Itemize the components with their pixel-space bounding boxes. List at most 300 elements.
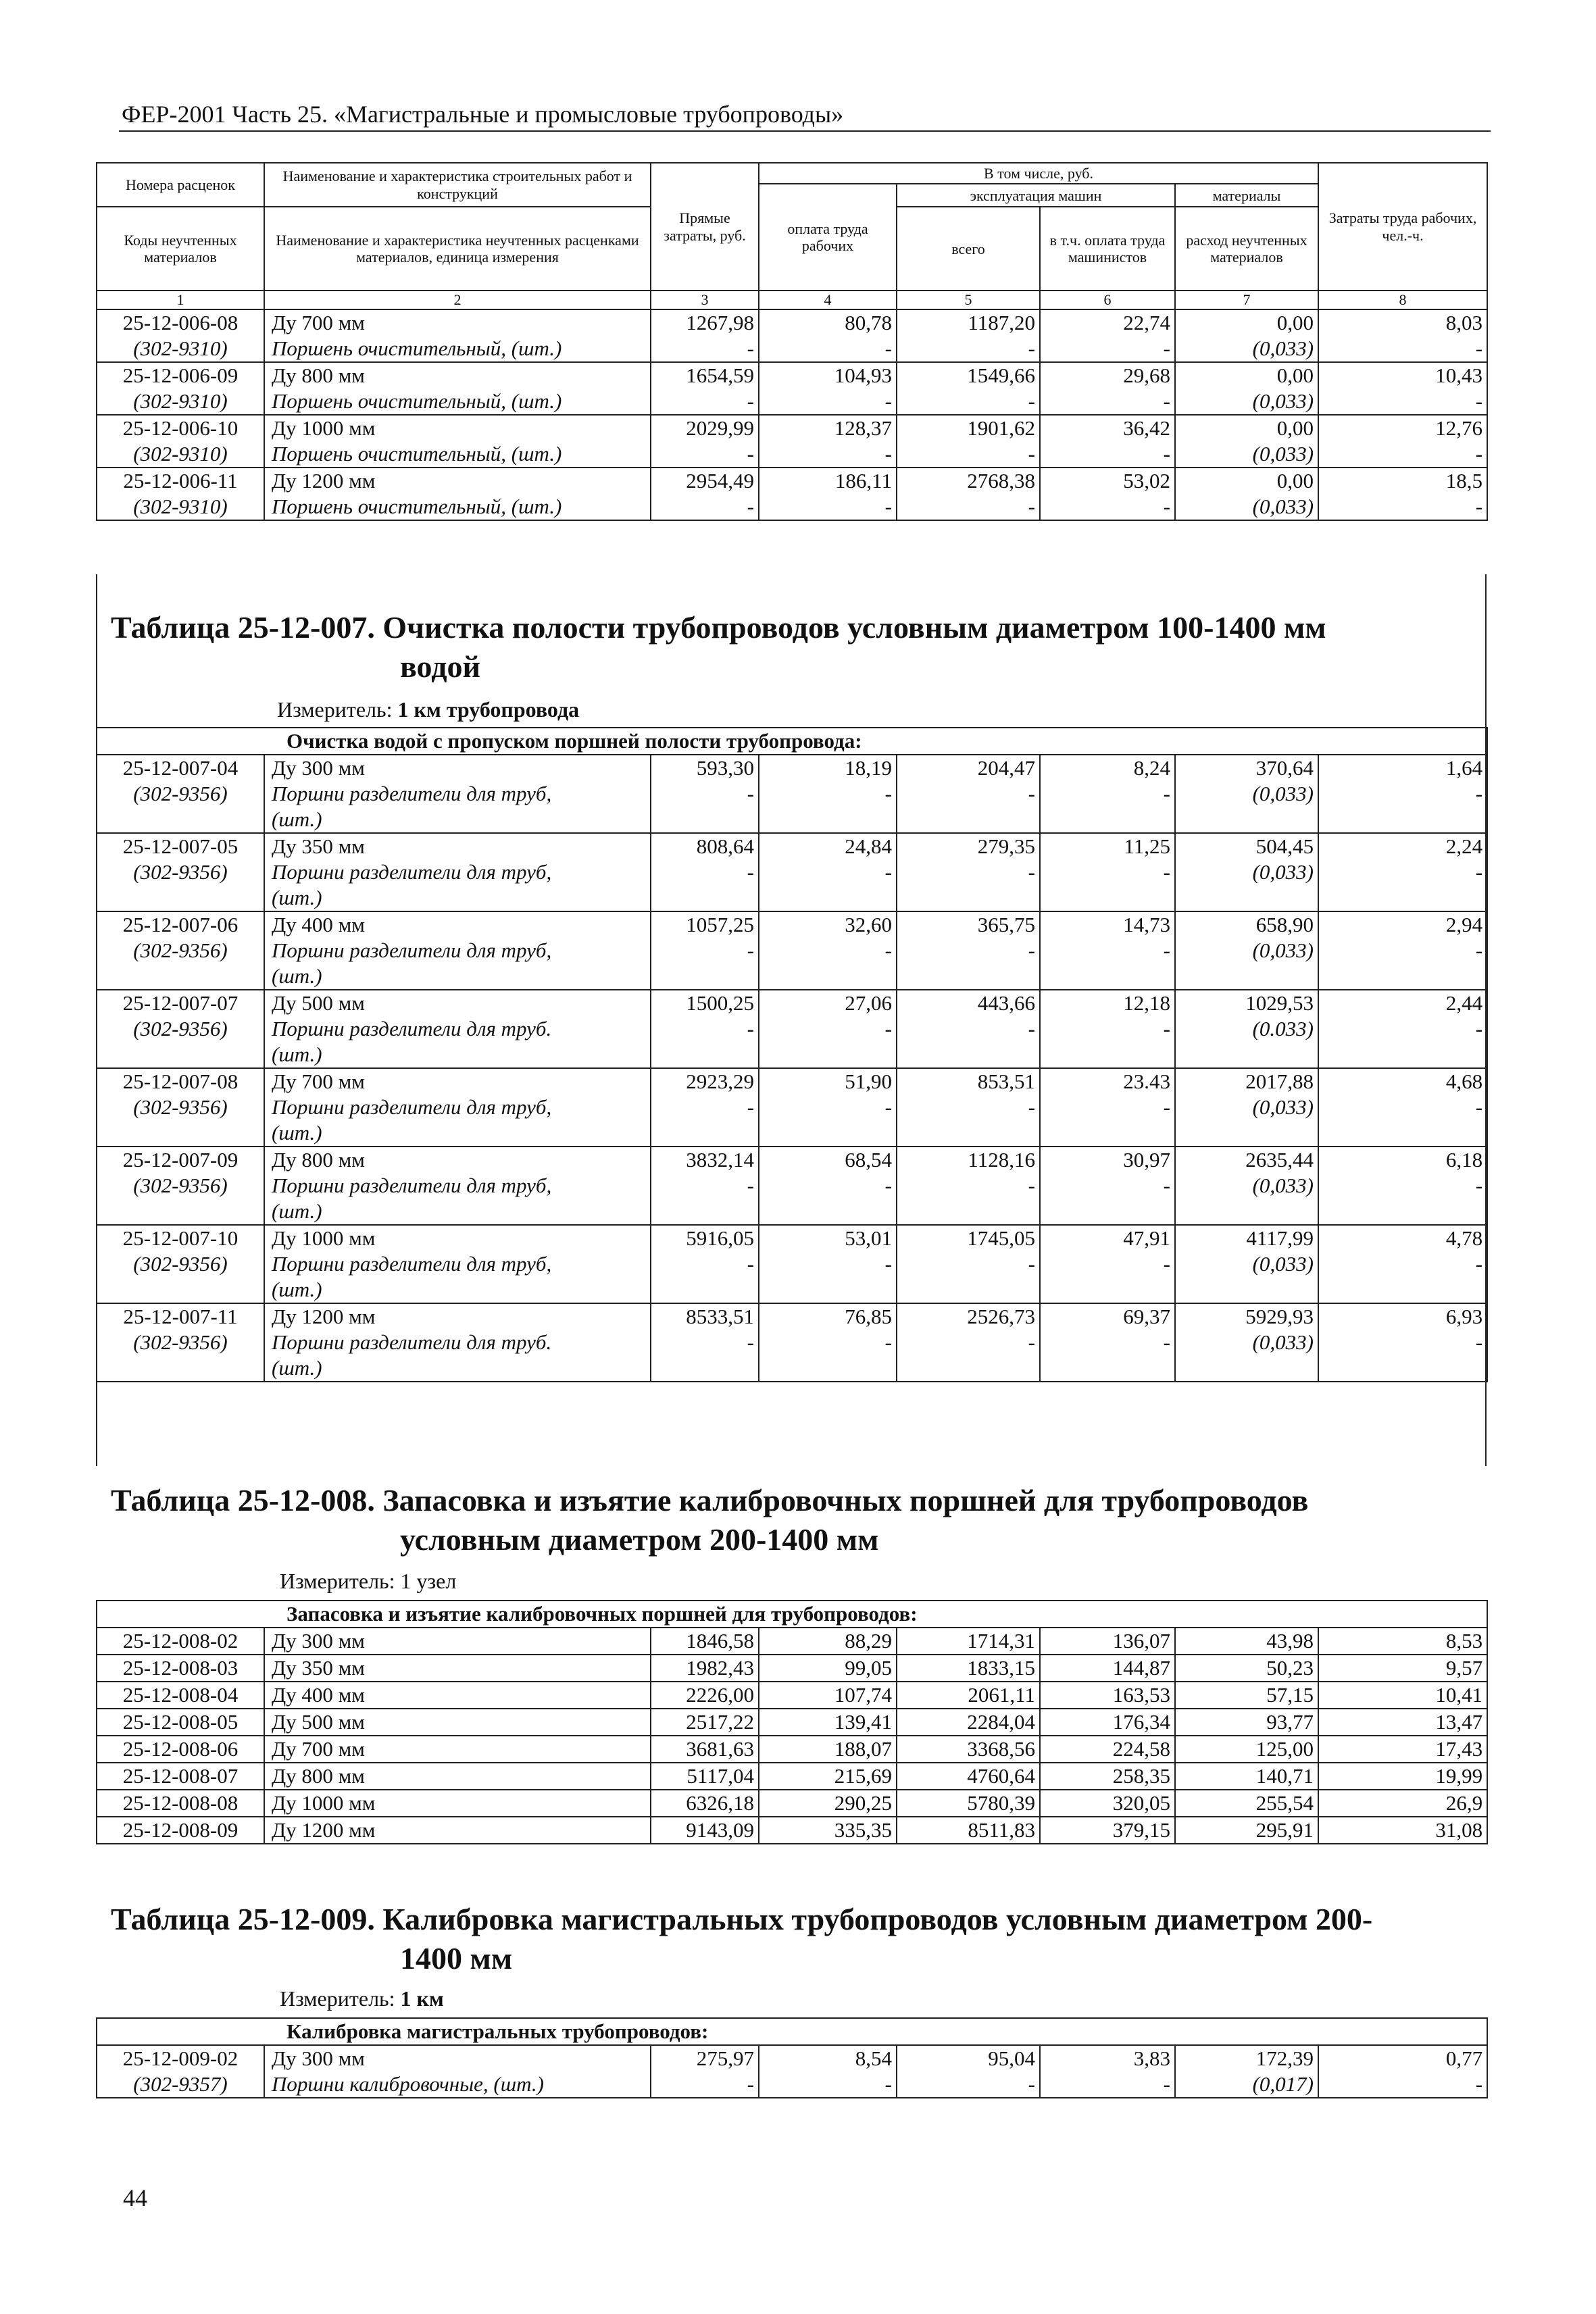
col-number: 6: [1040, 291, 1175, 309]
value-v7: 370,64: [1175, 755, 1318, 781]
value-v5: 4760,64: [897, 1763, 1040, 1790]
value-v4: 128,37: [759, 415, 897, 441]
value-v8: 2,94: [1318, 911, 1487, 938]
value-v3: 8533,51: [651, 1303, 759, 1330]
value-v3: 3681,63: [651, 1736, 759, 1763]
value-v8: 2,44: [1318, 990, 1487, 1016]
dash-v6: -: [1040, 1173, 1175, 1225]
dash-v5: -: [897, 388, 1040, 415]
material-name: Поршень очистительный, (шт.): [264, 388, 651, 415]
value-v4: 215,69: [759, 1763, 897, 1790]
value-v5: 365,75: [897, 911, 1040, 938]
material-consumption: (0,033): [1175, 938, 1318, 990]
value-v4: 18,19: [759, 755, 897, 781]
table-row: [97, 911, 1487, 938]
dash-v8: -: [1318, 1173, 1487, 1225]
dash-v6: -: [1040, 494, 1175, 520]
value-v5: 2061,11: [897, 1682, 1040, 1709]
table-row: [97, 1763, 1487, 1790]
table-009-section-heading: Калибровка магистральных трубопроводов:: [97, 2018, 1487, 2045]
dash-v6: -: [1040, 1095, 1175, 1147]
value-v4: 24,84: [759, 833, 897, 859]
value-v3: 1982,43: [651, 1655, 759, 1682]
value-v5: 279,35: [897, 833, 1040, 859]
col-header-labor-pay: оплата труда рабочих: [759, 184, 897, 291]
value-v8: 10,43: [1318, 362, 1487, 388]
dash-v8: -: [1318, 1251, 1487, 1303]
dash-v8: -: [1318, 388, 1487, 415]
col-number: 2: [264, 291, 651, 309]
table-008-section-heading: Запасовка и изъятие калибровочных поршней для трубопроводов:: [97, 1601, 1487, 1628]
material-name: Поршни разделители для труб, (шт.): [264, 1251, 651, 1303]
rate-code: 25-12-007-08: [97, 1068, 264, 1095]
value-v7: 1029,53: [1175, 990, 1318, 1016]
rate-code: 25-12-008-06: [97, 1736, 264, 1763]
value-v7: 4117,99: [1175, 1225, 1318, 1251]
material-name: Поршни разделители для труб. (шт.): [264, 1016, 651, 1068]
dash-v3: -: [651, 336, 759, 362]
material-name: Поршни разделители для труб, (шт.): [264, 938, 651, 990]
material-code: (302-9310): [97, 441, 264, 468]
value-v8: 9,57: [1318, 1655, 1487, 1682]
value-v6: 23.43: [1040, 1068, 1175, 1095]
table-row: [97, 1682, 1487, 1709]
material-consumption: (0,033): [1175, 388, 1318, 415]
value-v5: 1901,62: [897, 415, 1040, 441]
material-code: (302-9356): [97, 1330, 264, 1382]
value-v8: 8,03: [1318, 309, 1487, 336]
value-v4: 188,07: [759, 1736, 897, 1763]
value-v7: 43,98: [1175, 1628, 1318, 1655]
value-v4: 186,11: [759, 468, 897, 494]
value-v6: 69,37: [1040, 1303, 1175, 1330]
value-v8: 0,77: [1318, 2045, 1487, 2071]
value-v8: 17,43: [1318, 1736, 1487, 1763]
rate-code: 25-12-009-02: [97, 2045, 264, 2071]
material-consumption: (0,033): [1175, 859, 1318, 911]
rate-code: 25-12-006-08: [97, 309, 264, 336]
material-consumption: (0,033): [1175, 781, 1318, 833]
value-v7: 172,39: [1175, 2045, 1318, 2071]
dash-v4: -: [759, 938, 897, 990]
material-consumption: (0,033): [1175, 1251, 1318, 1303]
dash-v6: -: [1040, 1330, 1175, 1382]
col-header-codes: Номера расценок: [97, 163, 264, 207]
table-009: [96, 2017, 1488, 2098]
value-v4: 32,60: [759, 911, 897, 938]
table-row: [97, 1790, 1487, 1817]
work-name: Ду 1000 мм: [264, 1225, 651, 1251]
work-name: Ду 350 мм: [264, 833, 651, 859]
dash-v4: -: [759, 859, 897, 911]
col-number: 8: [1318, 291, 1487, 309]
value-v8: 4,78: [1318, 1225, 1487, 1251]
dash-v6: -: [1040, 781, 1175, 833]
rate-code: 25-12-006-10: [97, 415, 264, 441]
value-v6: 47,91: [1040, 1225, 1175, 1251]
value-v5: 3368,56: [897, 1736, 1040, 1763]
table-row: [97, 1817, 1487, 1844]
value-v3: 2226,00: [651, 1682, 759, 1709]
value-v3: 6326,18: [651, 1790, 759, 1817]
value-v7: 125,00: [1175, 1736, 1318, 1763]
value-v6: 22,74: [1040, 309, 1175, 336]
table-row: [97, 1068, 1487, 1095]
material-row: [97, 441, 1487, 468]
work-name: Ду 1200 мм: [264, 1303, 651, 1330]
dash-v8: -: [1318, 336, 1487, 362]
col-header-machines-total: всего: [897, 207, 1040, 291]
value-v3: 1846,58: [651, 1628, 759, 1655]
dash-v6: -: [1040, 2071, 1175, 2098]
rate-code: 25-12-007-09: [97, 1147, 264, 1173]
value-v4: 51,90: [759, 1068, 897, 1095]
material-code: (302-9356): [97, 1173, 264, 1225]
dash-v3: -: [651, 859, 759, 911]
value-v5: 2768,38: [897, 468, 1040, 494]
value-v7: 140,71: [1175, 1763, 1318, 1790]
dash-v5: -: [897, 781, 1040, 833]
value-v7: 0,00: [1175, 468, 1318, 494]
dash-v5: -: [897, 2071, 1040, 2098]
value-v5: 2526,73: [897, 1303, 1040, 1330]
dash-v5: -: [897, 336, 1040, 362]
dash-v4: -: [759, 336, 897, 362]
work-name: Ду 700 мм: [264, 1068, 651, 1095]
dash-v3: -: [651, 2071, 759, 2098]
dash-v5: -: [897, 494, 1040, 520]
value-v3: 5117,04: [651, 1763, 759, 1790]
work-name: Ду 500 мм: [264, 1709, 651, 1736]
material-code: (302-9356): [97, 859, 264, 911]
value-v8: 1,64: [1318, 755, 1487, 781]
dash-v6: -: [1040, 938, 1175, 990]
material-code: (302-9356): [97, 1251, 264, 1303]
value-v5: 1833,15: [897, 1655, 1040, 1682]
value-v3: 2029,99: [651, 415, 759, 441]
dash-v4: -: [759, 2071, 897, 2098]
value-v5: 443,66: [897, 990, 1040, 1016]
dash-v3: -: [651, 1330, 759, 1382]
material-name: Поршни разделители для труб, (шт.): [264, 1095, 651, 1147]
dash-v4: -: [759, 1016, 897, 1068]
material-row: [97, 1251, 1487, 1303]
rate-code: 25-12-007-10: [97, 1225, 264, 1251]
material-name: Поршни разделители для труб. (шт.): [264, 1330, 651, 1382]
value-v5: 95,04: [897, 2045, 1040, 2071]
value-v4: 335,35: [759, 1817, 897, 1844]
value-v7: 93,77: [1175, 1709, 1318, 1736]
table-007-meter: Измеритель: 1 км трубопровода: [277, 697, 580, 722]
value-v4: 107,74: [759, 1682, 897, 1709]
material-row: [97, 938, 1487, 990]
value-v6: 258,35: [1040, 1763, 1175, 1790]
rate-code: 25-12-008-07: [97, 1763, 264, 1790]
work-name: Ду 350 мм: [264, 1655, 651, 1682]
work-name: Ду 1000 мм: [264, 1790, 651, 1817]
material-row: [97, 1095, 1487, 1147]
value-v6: 379,15: [1040, 1817, 1175, 1844]
work-name: Ду 700 мм: [264, 1736, 651, 1763]
value-v4: 76,85: [759, 1303, 897, 1330]
value-v3: 5916,05: [651, 1225, 759, 1251]
work-name: Ду 1200 мм: [264, 1817, 651, 1844]
value-v5: 1187,20: [897, 309, 1040, 336]
dash-v3: -: [651, 441, 759, 468]
dash-v6: -: [1040, 859, 1175, 911]
value-v7: 57,15: [1175, 1682, 1318, 1709]
value-v4: 290,25: [759, 1790, 897, 1817]
table-row: [97, 1709, 1487, 1736]
material-row: [97, 1016, 1487, 1068]
value-v8: 26,9: [1318, 1790, 1487, 1817]
col-header-material-name: Наименование и характеристика неучтенных расценками материалов, единица измерения: [264, 207, 651, 291]
value-v3: 3832,14: [651, 1147, 759, 1173]
dash-v5: -: [897, 1173, 1040, 1225]
value-v4: 99,05: [759, 1655, 897, 1682]
dash-v8: -: [1318, 2071, 1487, 2098]
dash-v6: -: [1040, 1016, 1175, 1068]
table-008-title: Таблица 25-12-008. Запасовка и изъятие калибровочных поршней для трубопроводов условным диаметром 200-1400 мм: [111, 1483, 1309, 1557]
table-row: [97, 1147, 1487, 1173]
value-v7: 0,00: [1175, 362, 1318, 388]
value-v7: 2017,88: [1175, 1068, 1318, 1095]
dash-v3: -: [651, 1016, 759, 1068]
rate-code: 25-12-007-04: [97, 755, 264, 781]
dash-v6: -: [1040, 336, 1175, 362]
value-v3: 2954,49: [651, 468, 759, 494]
dash-v4: -: [759, 494, 897, 520]
table-row: [97, 362, 1487, 388]
dash-v8: -: [1318, 781, 1487, 833]
material-row: [97, 781, 1487, 833]
table-row: [97, 309, 1487, 336]
material-row: [97, 1173, 1487, 1225]
dash-v3: -: [651, 388, 759, 415]
material-code: (302-9356): [97, 1095, 264, 1147]
table-row: [97, 1225, 1487, 1251]
col-header-material-codes: Коды неучтенных материалов: [97, 207, 264, 291]
dash-v5: -: [897, 1016, 1040, 1068]
table-row: [97, 755, 1487, 781]
dash-v5: -: [897, 441, 1040, 468]
value-v7: 2635,44: [1175, 1147, 1318, 1173]
rate-code: 25-12-007-07: [97, 990, 264, 1016]
value-v5: 1128,16: [897, 1147, 1040, 1173]
rate-code: 25-12-007-05: [97, 833, 264, 859]
table-row: [97, 468, 1487, 494]
value-v8: 6,93: [1318, 1303, 1487, 1330]
material-code: (302-9357): [97, 2071, 264, 2098]
table-row: [97, 833, 1487, 859]
material-name: Поршень очистительный, (шт.): [264, 441, 651, 468]
value-v3: 9143,09: [651, 1817, 759, 1844]
material-name: Поршень очистительный, (шт.): [264, 494, 651, 520]
work-name: Ду 300 мм: [264, 1628, 651, 1655]
table-row: [97, 1655, 1487, 1682]
material-consumption: (0.033): [1175, 1016, 1318, 1068]
rate-code: 25-12-008-03: [97, 1655, 264, 1682]
rate-code: 25-12-008-09: [97, 1817, 264, 1844]
value-v6: 12,18: [1040, 990, 1175, 1016]
value-v5: 853,51: [897, 1068, 1040, 1095]
table-009-title: Таблица 25-12-009. Калибровка магистральных трубопроводов условным диаметром 200- 1400 мм: [111, 1902, 1373, 1976]
work-name: Ду 700 мм: [264, 309, 651, 336]
dash-v6: -: [1040, 441, 1175, 468]
col-header-direct-cost: Прямые затраты, руб.: [651, 163, 759, 291]
value-v4: 8,54: [759, 2045, 897, 2071]
dash-v4: -: [759, 388, 897, 415]
value-v7: 0,00: [1175, 415, 1318, 441]
value-v8: 12,76: [1318, 415, 1487, 441]
material-code: (302-9356): [97, 1016, 264, 1068]
rate-code: 25-12-008-04: [97, 1682, 264, 1709]
value-v6: 53,02: [1040, 468, 1175, 494]
value-v4: 27,06: [759, 990, 897, 1016]
table-008: [96, 1600, 1488, 1844]
material-row: [97, 494, 1487, 520]
col-number: 3: [651, 291, 759, 309]
value-v5: 8511,83: [897, 1817, 1040, 1844]
value-v8: 8,53: [1318, 1628, 1487, 1655]
value-v3: 275,97: [651, 2045, 759, 2071]
col-header-work-name: Наименование и характеристика строительных работ и конструкций: [264, 163, 651, 207]
value-v4: 68,54: [759, 1147, 897, 1173]
dash-v3: -: [651, 1251, 759, 1303]
material-consumption: (0,033): [1175, 441, 1318, 468]
value-v5: 1714,31: [897, 1628, 1040, 1655]
rate-code: 25-12-007-11: [97, 1303, 264, 1330]
value-v6: 8,24: [1040, 755, 1175, 781]
value-v6: 30,97: [1040, 1147, 1175, 1173]
value-v7: 0,00: [1175, 309, 1318, 336]
work-name: Ду 1000 мм: [264, 415, 651, 441]
value-v3: 1057,25: [651, 911, 759, 938]
col-number: 5: [897, 291, 1040, 309]
work-name: Ду 400 мм: [264, 911, 651, 938]
table-007-title: Таблица 25-12-007. Очистка полости трубопроводов условным диаметром 100-1400 мм водой: [111, 610, 1326, 684]
value-v3: 2923,29: [651, 1068, 759, 1095]
material-consumption: (0,017): [1175, 2071, 1318, 2098]
table-007: [96, 727, 1488, 1382]
dash-v3: -: [651, 781, 759, 833]
material-name: Поршень очистительный, (шт.): [264, 336, 651, 362]
table-row: [97, 990, 1487, 1016]
material-name: Поршни разделители для труб, (шт.): [264, 1173, 651, 1225]
value-v5: 204,47: [897, 755, 1040, 781]
dash-v5: -: [897, 859, 1040, 911]
material-row: [97, 336, 1487, 362]
header-rule: [119, 130, 1491, 132]
work-name: Ду 800 мм: [264, 362, 651, 388]
table-row: [97, 1628, 1487, 1655]
value-v8: 19,99: [1318, 1763, 1487, 1790]
value-v3: 2517,22: [651, 1709, 759, 1736]
value-v8: 18,5: [1318, 468, 1487, 494]
col-header-machinist-pay: в т.ч. оплата труда машинистов: [1040, 207, 1175, 291]
value-v6: 176,34: [1040, 1709, 1175, 1736]
material-code: (302-9310): [97, 494, 264, 520]
value-v7: 658,90: [1175, 911, 1318, 938]
value-v3: 1267,98: [651, 309, 759, 336]
head-and-table-006: [96, 162, 1488, 521]
dash-v4: -: [759, 1251, 897, 1303]
table-row: [97, 415, 1487, 441]
dash-v8: -: [1318, 494, 1487, 520]
col-header-including: В том числе, руб.: [759, 163, 1318, 184]
dash-v4: -: [759, 441, 897, 468]
value-v7: 50,23: [1175, 1655, 1318, 1682]
dash-v8: -: [1318, 1330, 1487, 1382]
col-number: 1: [97, 291, 264, 309]
col-number: 7: [1175, 291, 1318, 309]
value-v7: 255,54: [1175, 1790, 1318, 1817]
material-name: Поршни разделители для труб, (шт.): [264, 781, 651, 833]
material-name: Поршни калибровочные, (шт.): [264, 2071, 651, 2098]
dash-v6: -: [1040, 1251, 1175, 1303]
col-header-machines: эксплуатация машин: [897, 184, 1175, 207]
material-row: [97, 1330, 1487, 1382]
value-v6: 11,25: [1040, 833, 1175, 859]
dash-v8: -: [1318, 1095, 1487, 1147]
value-v6: 3,83: [1040, 2045, 1175, 2071]
rate-code: 25-12-007-06: [97, 911, 264, 938]
work-name: Ду 300 мм: [264, 2045, 651, 2071]
value-v3: 593,30: [651, 755, 759, 781]
value-v7: 5929,93: [1175, 1303, 1318, 1330]
value-v6: 29,68: [1040, 362, 1175, 388]
rate-code: 25-12-008-08: [97, 1790, 264, 1817]
value-v4: 88,29: [759, 1628, 897, 1655]
rate-code: 25-12-006-11: [97, 468, 264, 494]
value-v3: 808,64: [651, 833, 759, 859]
dash-v5: -: [897, 1095, 1040, 1147]
work-name: Ду 800 мм: [264, 1763, 651, 1790]
material-consumption: (0,033): [1175, 494, 1318, 520]
value-v5: 5780,39: [897, 1790, 1040, 1817]
material-name: Поршни разделители для труб, (шт.): [264, 859, 651, 911]
rate-code: 25-12-006-09: [97, 362, 264, 388]
table-row: [97, 2045, 1487, 2071]
value-v5: 1549,66: [897, 362, 1040, 388]
value-v6: 163,53: [1040, 1682, 1175, 1709]
rate-code: 25-12-008-02: [97, 1628, 264, 1655]
material-consumption: (0,033): [1175, 1330, 1318, 1382]
table-row: [97, 1303, 1487, 1330]
value-v5: 2284,04: [897, 1709, 1040, 1736]
value-v4: 53,01: [759, 1225, 897, 1251]
dash-v6: -: [1040, 388, 1175, 415]
work-name: Ду 400 мм: [264, 1682, 651, 1709]
material-row: [97, 859, 1487, 911]
value-v4: 80,78: [759, 309, 897, 336]
dash-v4: -: [759, 1095, 897, 1147]
work-name: Ду 300 мм: [264, 755, 651, 781]
value-v8: 6,18: [1318, 1147, 1487, 1173]
material-consumption: (0,033): [1175, 1095, 1318, 1147]
dash-v3: -: [651, 1095, 759, 1147]
value-v8: 31,08: [1318, 1817, 1487, 1844]
value-v4: 104,93: [759, 362, 897, 388]
value-v6: 144,87: [1040, 1655, 1175, 1682]
material-code: (302-9356): [97, 938, 264, 990]
value-v4: 139,41: [759, 1709, 897, 1736]
value-v3: 1500,25: [651, 990, 759, 1016]
table-008-meter: Измеритель: 1 узел: [280, 1569, 457, 1593]
dash-v8: -: [1318, 1016, 1487, 1068]
value-v6: 224,58: [1040, 1736, 1175, 1763]
dash-v3: -: [651, 494, 759, 520]
